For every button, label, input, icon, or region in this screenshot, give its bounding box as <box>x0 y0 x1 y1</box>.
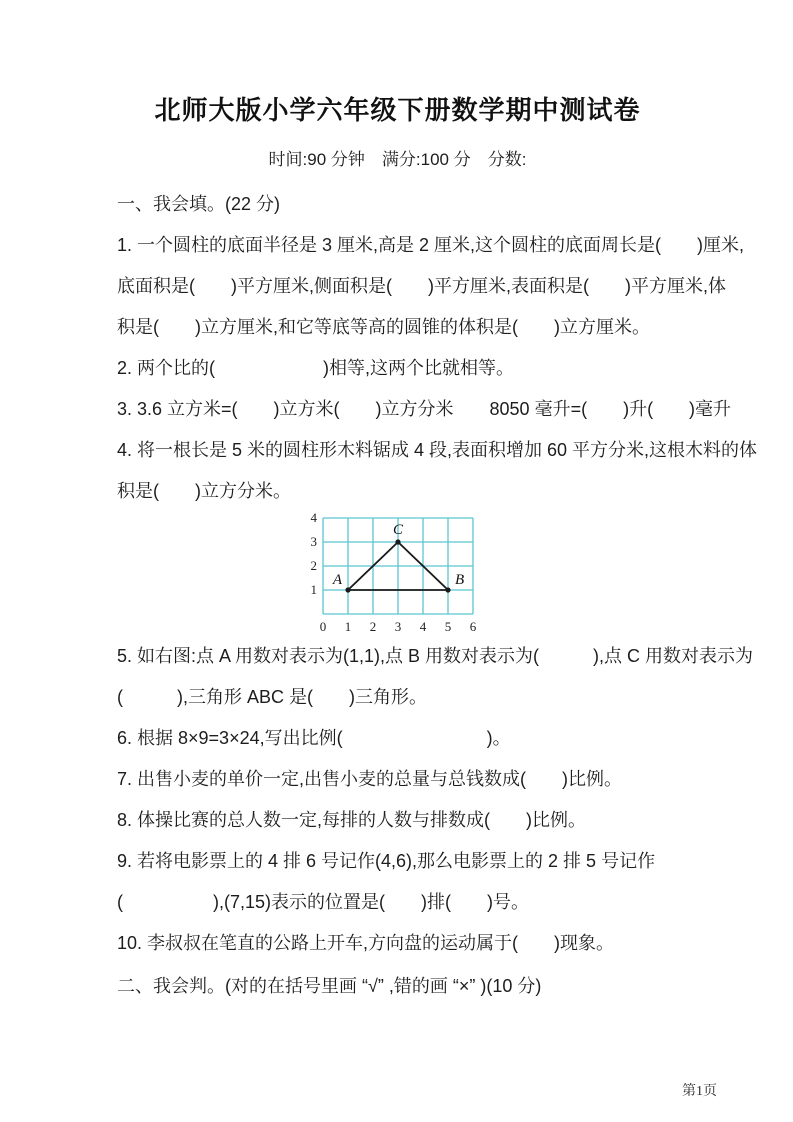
question-line: 4. 将一根长是 5 米的圆柱形木料锯成 4 段,表面积增加 60 平方分米,这根木料的体 <box>117 440 758 460</box>
question-line: ( ),(7,15)表示的位置是( )排( )号。 <box>117 892 529 912</box>
x-tick-label: 1 <box>344 619 352 634</box>
question-line: 底面积是( )平方厘米,侧面积是( )平方厘米,表面积是( )平方厘米,体 <box>117 276 726 296</box>
x-tick-label: 5 <box>444 619 452 634</box>
question-line: 8. 体操比赛的总人数一定,每排的人数与排数成( )比例。 <box>117 810 586 830</box>
y-tick-label: 3 <box>310 534 317 549</box>
page-title: 北师大版小学六年级下册数学期中测试卷 <box>154 95 641 125</box>
section-one <box>117 184 758 964</box>
y-tick-label: 4 <box>310 512 317 525</box>
x-tick-label: 4 <box>419 619 427 634</box>
section-two <box>117 966 678 1007</box>
question-line: 6. 根据 8×9=3×24,写出比例( )。 <box>117 728 511 748</box>
x-tick-label: 0 <box>319 619 327 634</box>
x-tick-label: 3 <box>394 619 402 634</box>
question-line: 积是( )立方分米。 <box>117 481 291 501</box>
exam-meta: 时间:90 分钟 满分:100 分 分数: <box>268 150 527 169</box>
x-tick-label: 6 <box>469 619 477 634</box>
question-line: 1. 一个圆柱的底面半径是 3 厘米,高是 2 厘米,这个圆柱的底面周长是( )厘米, <box>117 235 745 255</box>
vertex-label: A <box>332 572 342 588</box>
section-two-heading: 二、我会判。(对的在括号里画 “√” ,错的画 “×” )(10 分) <box>117 976 542 996</box>
question-line: 5. 如右图:点 A 用数对表示为(1,1),点 B 用数对表示为( ),点 C 用数对表示为 <box>117 646 754 666</box>
y-tick-label: 2 <box>310 558 317 573</box>
coordinate-grid-svg <box>295 512 485 636</box>
question-line: 7. 出售小麦的单价一定,出售小麦的总量与总钱数成( )比例。 <box>117 769 622 789</box>
question-line: 9. 若将电影票上的 4 排 6 号记作(4,6),那么电影票上的 2 排 5 号记作 <box>117 851 656 871</box>
x-tick-label: 2 <box>369 619 377 634</box>
vertex-point <box>445 587 450 592</box>
question-line: 10. 李叔叔在笔直的公路上开车,方向盘的运动属于( )现象。 <box>117 933 615 953</box>
section-one-heading: 一、我会填。(22 分) <box>117 194 281 214</box>
vertex-point <box>345 587 350 592</box>
vertex-point <box>395 539 400 544</box>
question-line: 积是( )立方厘米,和它等底等高的圆锥的体积是( )立方厘米。 <box>117 317 650 337</box>
question-line: 3. 3.6 立方米=( )立方米( )立方分米 8050 毫升=( )升( )毫升 <box>117 399 732 419</box>
page-number: 第1页 <box>682 1084 717 1099</box>
question-line: ( ),三角形 ABC 是( )三角形。 <box>117 687 427 707</box>
vertex-label: B <box>455 572 465 588</box>
question-line: 2. 两个比的( )相等,这两个比就相等。 <box>117 358 514 378</box>
y-tick-label: 1 <box>310 582 317 597</box>
coordinate-grid-figure <box>295 512 678 636</box>
vertex-label: C <box>392 522 404 538</box>
